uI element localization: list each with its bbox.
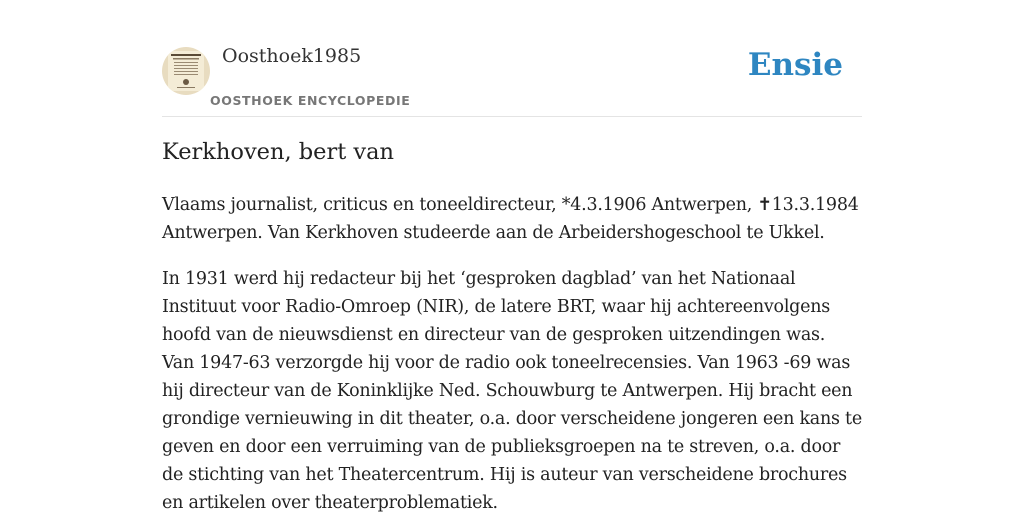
- ensie-logo-link[interactable]: Ensie: [747, 47, 843, 83]
- entry-body: [162, 191, 862, 512]
- entry-paragraph-2: In 1931 werd hij redacteur bij het ‘gesproken dagblad’ van het Nationaal Instituut voor Radio-Omroep (NIR), de latere BRT, waar hij achtereenvolgens hoofd van de nieuwsdienst en directeur van de gesproken uitzendingen was. Van 1947-63 verzorgde hij voor de radio ook toneelrecensies. Van 1963 -69 was hij directeur van de Koninklijke Ned. Schouwburg te Antwerpen. Hij bracht een grondige vernieuwing in dit theater, o.a. door verscheidene jongeren een kans te geven en door een verruiming van de publieksgroepen na te streven, o.a. door de stichting van het Theatercentrum. Hij is auteur van verscheidene brochures en artikelen over theaterproblematiek.: [162, 269, 862, 512]
- encyclopedia-title-page-icon[interactable]: [162, 47, 210, 95]
- entry-title: Kerkhoven, bert van: [162, 139, 395, 165]
- source-name-link[interactable]: Oosthoek1985: [222, 45, 362, 67]
- page-container: [162, 0, 862, 512]
- entry-paragraph-1: Vlaams journalist, criticus en toneeldirecteur, *4.3.1906 Antwerpen, ✝13.3.1984 Antwerpen. Van Kerkhoven studeerde aan de Arbeidershogeschool te Ukkel.: [162, 195, 859, 243]
- source-header: [162, 0, 862, 117]
- source-subtitle: OOSTHOEK ENCYCLOPEDIE: [210, 93, 411, 108]
